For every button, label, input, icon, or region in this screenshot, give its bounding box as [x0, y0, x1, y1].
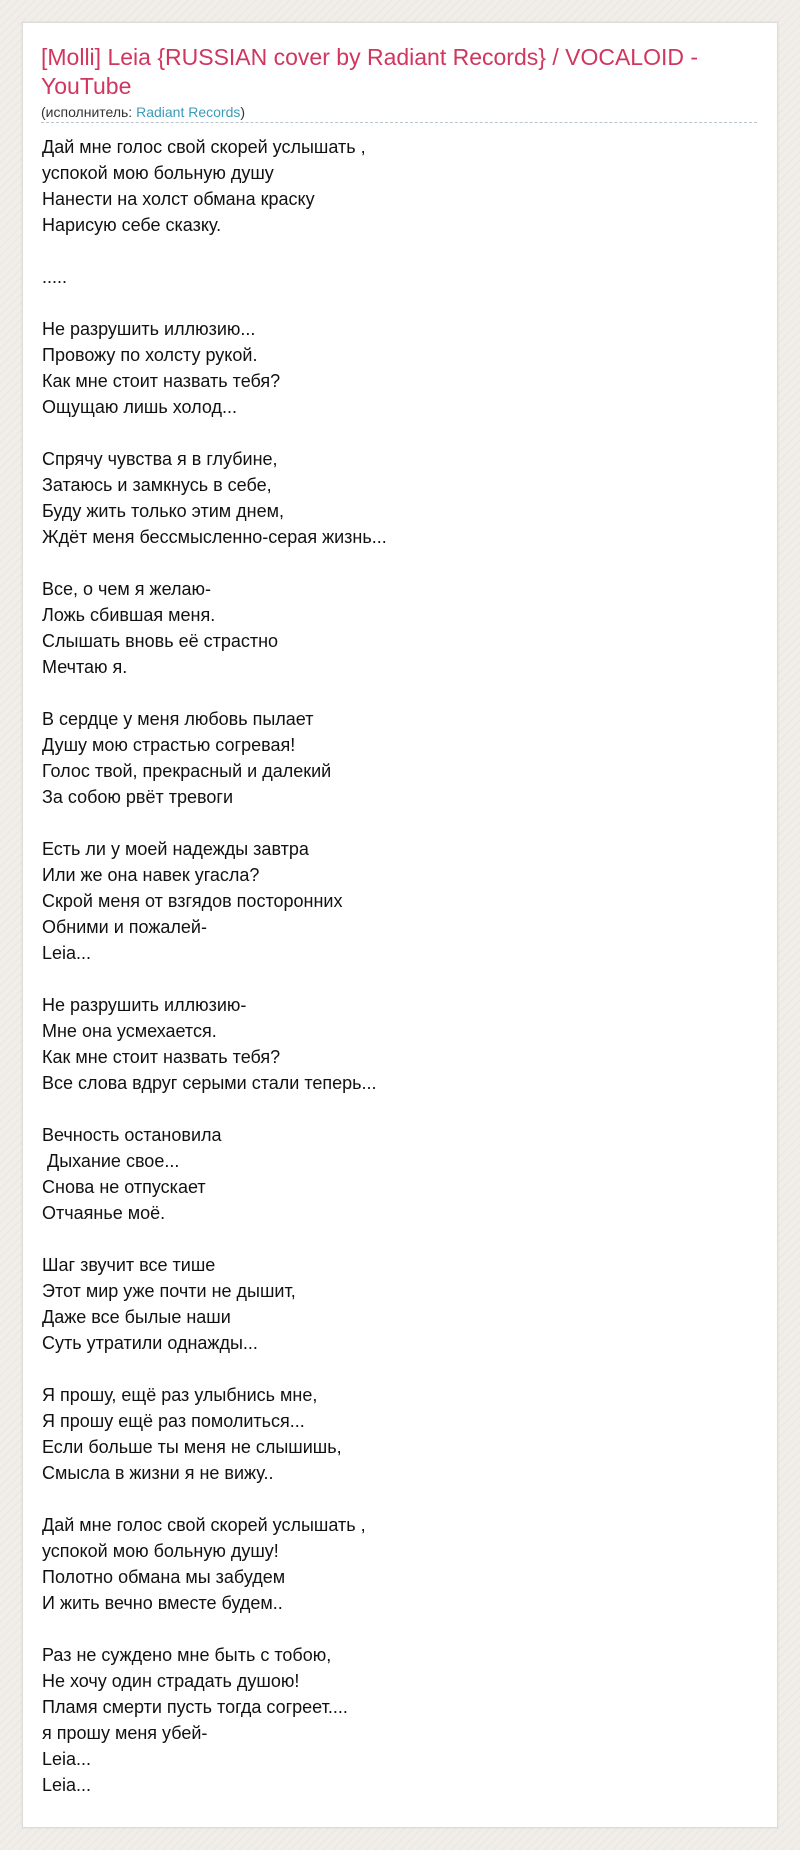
page-title: [Molli] Leia {RUSSIAN cover by Radiant Records} / VOCALOID - YouTube [41, 44, 699, 99]
performer-link[interactable]: Radiant Records [136, 104, 241, 120]
performer-line [41, 103, 756, 121]
performer-prefix: (исполнитель: [41, 104, 137, 120]
lyrics-text: Дай мне голос свой скорей услышать , успокой мою больную душу Нанести на холст обмана краску Нарисую себе сказку. ..... Не разрушить иллюзию... Провожу по холсту рукой. Как мне стоит назвать тебя? Ощущаю лишь холод... Спрячу чувства я в глубине, Затаюсь и замкнусь в себе, Буду жить только этим днем, Ждёт меня бессмысленно-серая жизнь... Все, о чем я желаю- Ложь сбившая меня. Слышать вновь её страстно Мечтаю я. В сердце у меня любовь пылает Душу мою страстью согревая! Голос твой, прекрасный и далекий За собою рвёт тревоги Есть ли у моей надежды завтра Или же она навек угасла? Скрой меня от взгядов посторонних Обними и пожалей- Leia... Не разрушить иллюзию- Мне она усмехается. Как мне стоит назвать тебя? Все слова вдруг серыми стали теперь... Вечность остановила Дыхание свое... Снова не отпускает Отчаянье моё. Шаг звучит все тише Этот мир уже почти не дышит, Даже все былые наши Суть утратили однажды... Я прошу, ещё раз улыбнись мне, Я прошу ещё раз помолиться... Если больше ты меня не слышишь, Смысла в жизни я не вижу.. Дай мне голос свой скорей услышать , успокой мою больную душу! Полотно обмана мы забудем И жить вечно вместе будем.. Раз не суждено мне быть с тобою, Не хочу один страдать душою! Пламя смерти пусть тогда согреет.... я прошу меня убей- Leia... Leia... [42, 137, 387, 1795]
lyrics-header [41, 43, 756, 121]
performer-suffix: ) [240, 104, 246, 120]
header-divider [41, 122, 757, 123]
